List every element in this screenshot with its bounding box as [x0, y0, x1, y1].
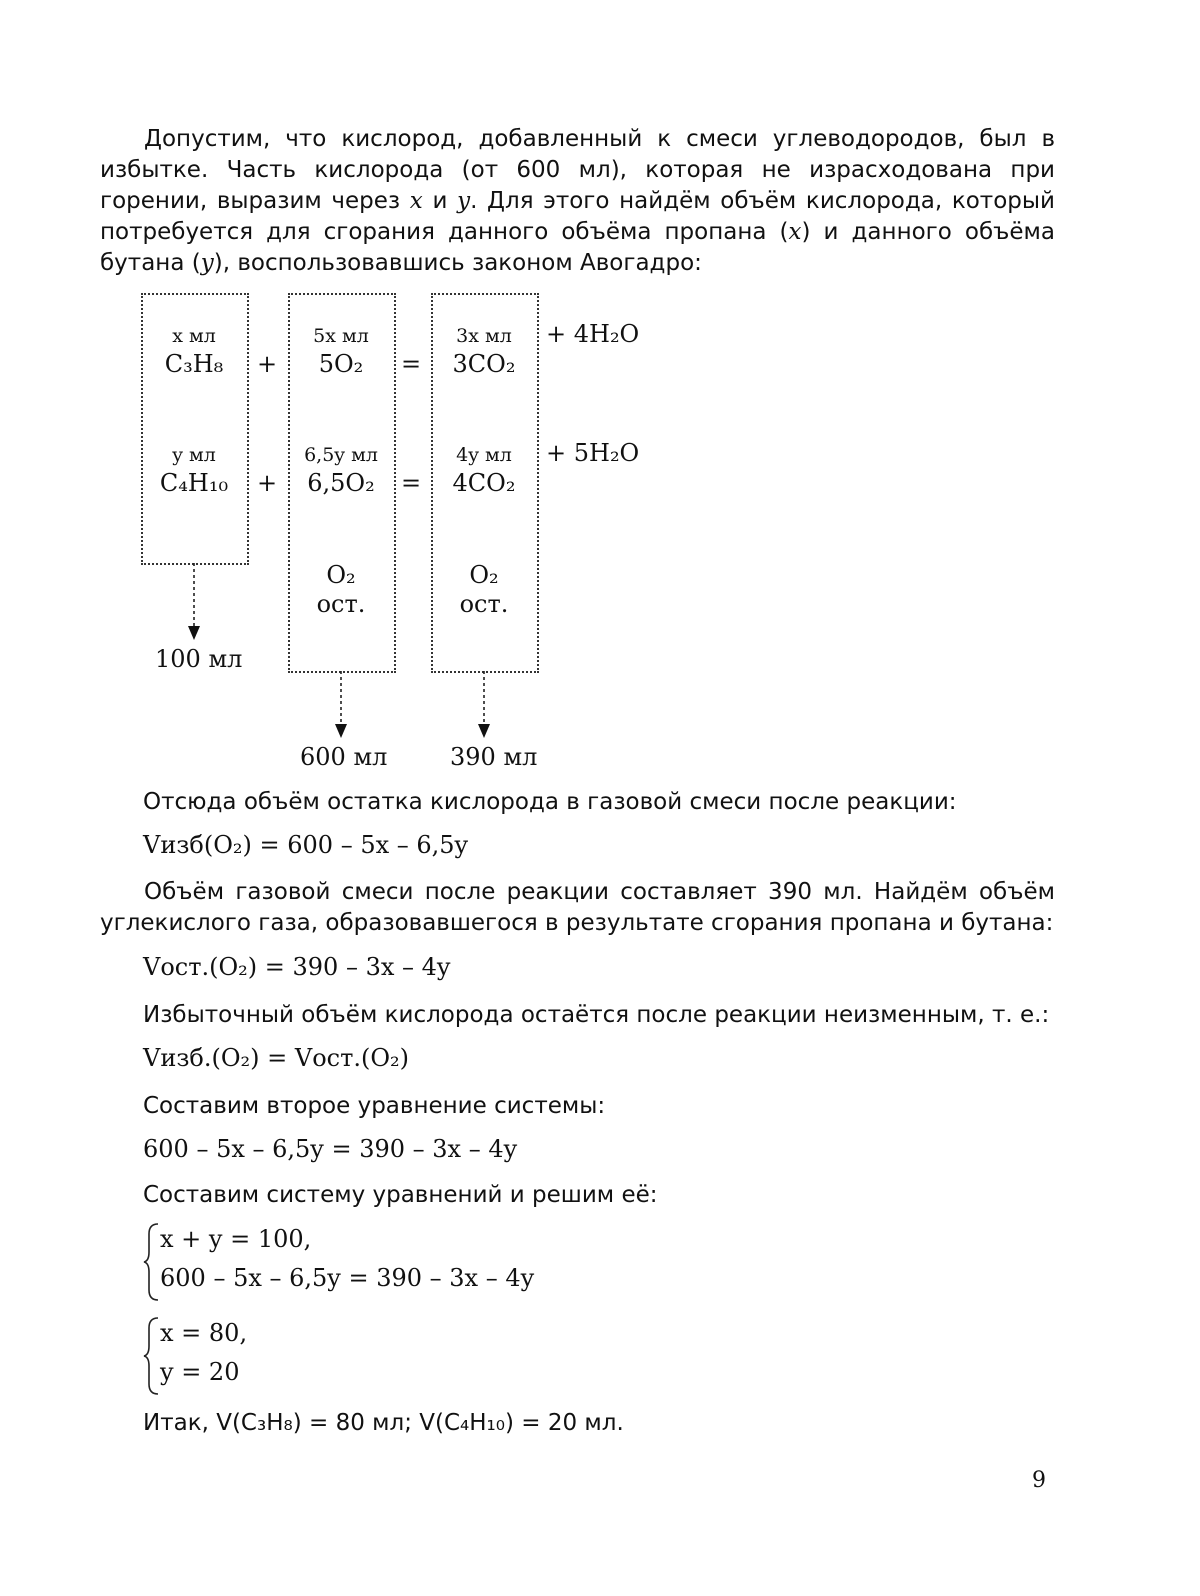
plus-sign-1: +: [256, 350, 278, 378]
intro-text-3: ) и данного объёма бутана (: [100, 219, 1055, 276]
total-hydrocarbons-label: 100 мл: [155, 645, 243, 673]
system1-line2: 600 – 5x – 6,5y = 390 – 3x – 4y: [160, 1264, 535, 1292]
equals-sign-1: =: [400, 350, 422, 378]
arrow-head-after: [478, 724, 490, 738]
var-y: y: [457, 188, 471, 214]
var-x: x: [409, 188, 423, 214]
o2-volume-2: 6,5y мл: [304, 444, 378, 466]
paragraph-co2: [100, 877, 1055, 939]
o2-formula-2: 6,5O₂: [307, 469, 375, 497]
o2-formula-1: 5O₂: [318, 350, 364, 378]
intro-text-1: Допустим, что кислород, добавленный к смеси углеводородов, был в избытке. Часть кислорода (от 600 мл), которая не израсходована при горении, выразим через: [100, 126, 1055, 214]
intro-paragraph: Допустим, что кислород, добавленный к смеси углеводородов, был в избытке. Часть кислорода (от 600 мл), которая не израсходована при горении, выразим через x и y. Для этого найдём объём кислорода, который потребуется для сгорания данного объёма пропана (x) и данного объёма бутана (y), воспользовавшись законом Авогадро:: [100, 126, 1055, 276]
paragraph-co2-text: Объём газовой смеси после реакции составляет 390 мл. Найдём объём углекислого газа, образовавшегося в результате сгорания пропана и бутана:: [100, 879, 1055, 936]
equation-v-rest: Vост.(O₂) = 390 – 3x – 4y: [143, 953, 451, 981]
o2-rest-formula-2: O₂: [469, 561, 499, 589]
system2-line2: y = 20: [160, 1358, 240, 1386]
equation-equality: Vизб.(O₂) = Vост.(O₂): [143, 1044, 410, 1072]
equation-v-excess: Vизб(O₂) = 600 – 5x – 6,5y: [143, 831, 469, 859]
o2-rest-label-1: ост.: [316, 590, 366, 618]
co2-volume-2: 4y мл: [456, 444, 512, 466]
conclusion: Итак, V(C₃H₈) = 80 мл; V(C₄H₁₀) = 20 мл.: [143, 1410, 624, 1436]
o2-rest-formula-1: O₂: [326, 561, 356, 589]
plus-sign-2: +: [256, 469, 278, 497]
water-1: + 4H₂O: [546, 320, 640, 348]
o2-rest-label-2: ост.: [459, 590, 509, 618]
page-number: 9: [1032, 1468, 1046, 1493]
co2-formula-1: 3CO₂: [452, 350, 516, 378]
intro-and: и: [422, 188, 458, 214]
co2-volume-1: 3x мл: [456, 325, 512, 347]
intro-text-2: . Для этого найдём объём кислорода, который потребуется для сгорания данного объёма пропана (: [100, 188, 1055, 245]
equals-sign-2: =: [400, 469, 422, 497]
co2-formula-2: 4CO₂: [452, 469, 516, 497]
arrow-head-o2: [335, 724, 347, 738]
arrow-head-hydrocarbons: [188, 626, 200, 640]
propane-volume: x мл: [172, 325, 216, 347]
paragraph-remainder: Отсюда объём остатка кислорода в газовой смеси после реакции:: [143, 789, 957, 815]
propane-formula: C₃H₈: [164, 350, 224, 378]
water-2: + 5H₂O: [546, 439, 640, 467]
total-o2-label: 600 мл: [300, 743, 388, 771]
paragraph-system: Составим систему уравнений и решим её:: [143, 1182, 658, 1208]
o2-volume-1: 5x мл: [313, 325, 369, 347]
intro-text-4: ), воспользовавшись законом Авогадро:: [213, 250, 702, 276]
butane-formula: C₄H₁₀: [159, 469, 229, 497]
paragraph-second-equation: Составим второе уравнение системы:: [143, 1093, 606, 1119]
paragraph-excess: Избыточный объём кислорода остаётся после реакции неизменным, т. е.:: [143, 1002, 1050, 1028]
system1-line1: x + y = 100,: [160, 1225, 312, 1253]
butane-volume: y мл: [172, 444, 216, 466]
system2-line1: x = 80,: [160, 1319, 248, 1347]
equation-second: 600 – 5x – 6,5y = 390 – 3x – 4y: [143, 1135, 518, 1163]
total-after-label: 390 мл: [450, 743, 538, 771]
